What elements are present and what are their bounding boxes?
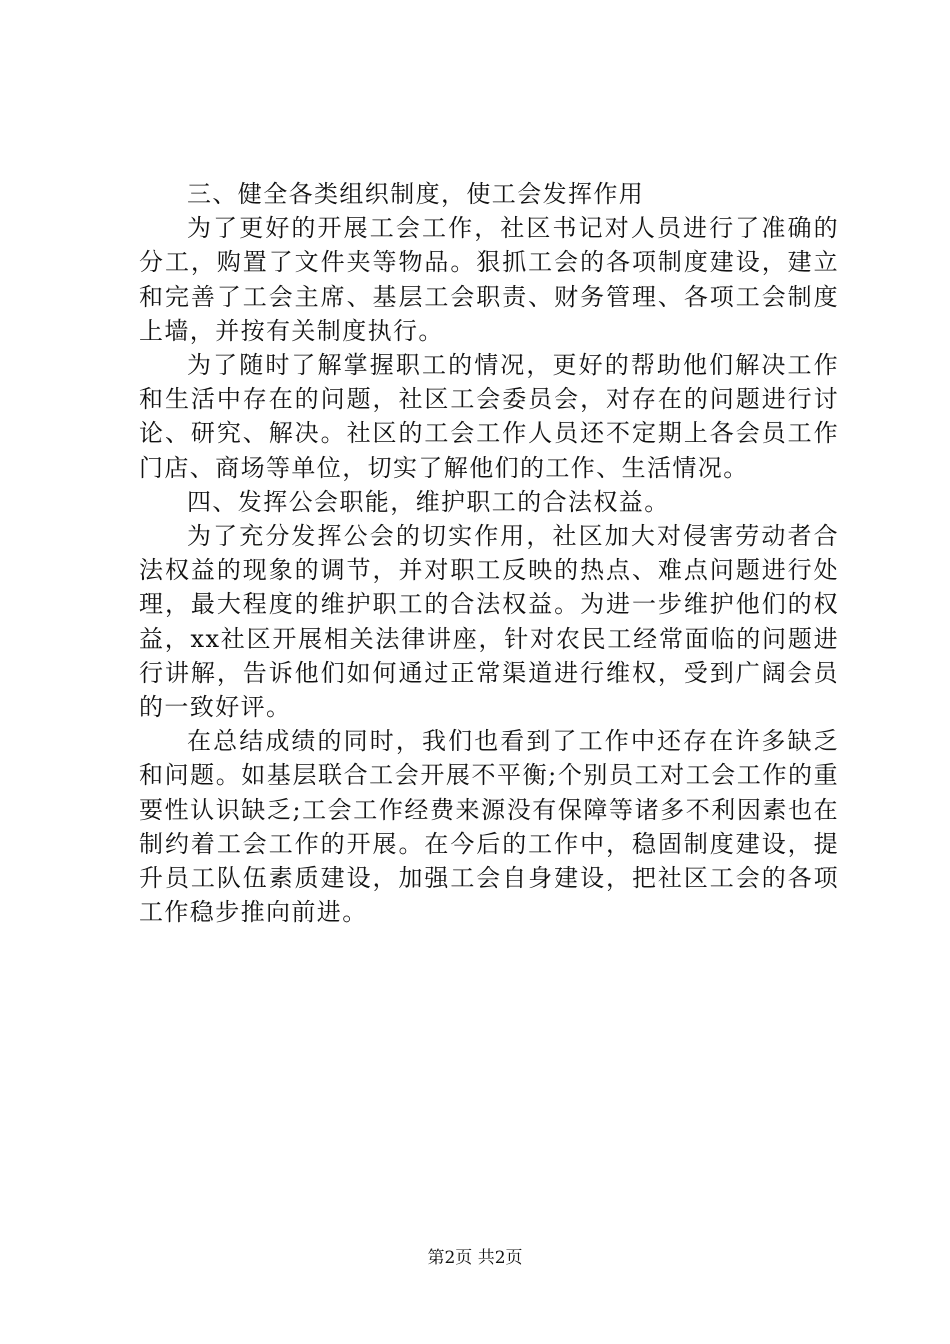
paragraph: 在总结成绩的同时，我们也看到了工作中还存在许多缺乏和问题。如基层联合工会开展不平衡;个别员工对工会工作的重要性认识缺乏;工会工作经费来源没有保障等诸多不利因素也在制约着工会工作的开展。在今后的工作中，稳固制度建设，提升员工队伍素质建设，加强工会自身建设，把社区工会的各项工作稳步推向前进。 — [139, 727, 839, 927]
paragraph: 为了充分发挥公会的切实作用，社区加大对侵害劳动者合法权益的现象的调节，并对职工反映的热点、难点问题进行处理，最大程度的维护职工的合法权益。为进一步维护他们的权益，xx社区开展相关法律讲座，针对农民工经常面临的问题进行讲解，告诉他们如何通过正常渠道进行维权，受到广阔会员的一致好评。 — [139, 522, 839, 722]
paragraph: 为了随时了解掌握职工的情况，更好的帮助他们解决工作和生活中存在的问题，社区工会委员会，对存在的问题进行讨论、研究、解决。社区的工会工作人员还不定期上各会员工作门店、商场等单位，切实了解他们的工作、生活情况。 — [139, 351, 839, 482]
paragraph: 为了更好的开展工会工作，社区书记对人员进行了准确的分工，购置了文件夹等物品。狠抓工会的各项制度建设，建立和完善了工会主席、基层工会职责、财务管理、各项工会制度上墙，并按有关制度执行。 — [139, 214, 839, 345]
page-footer: 第2页 共2页 — [427, 1248, 523, 1268]
section-heading-3: 三、健全各类组织制度，使工会发挥作用 — [187, 180, 645, 208]
section-heading-4: 四、发挥公会职能，维护职工的合法权益。 — [187, 487, 670, 516]
document-body — [139, 177, 839, 929]
